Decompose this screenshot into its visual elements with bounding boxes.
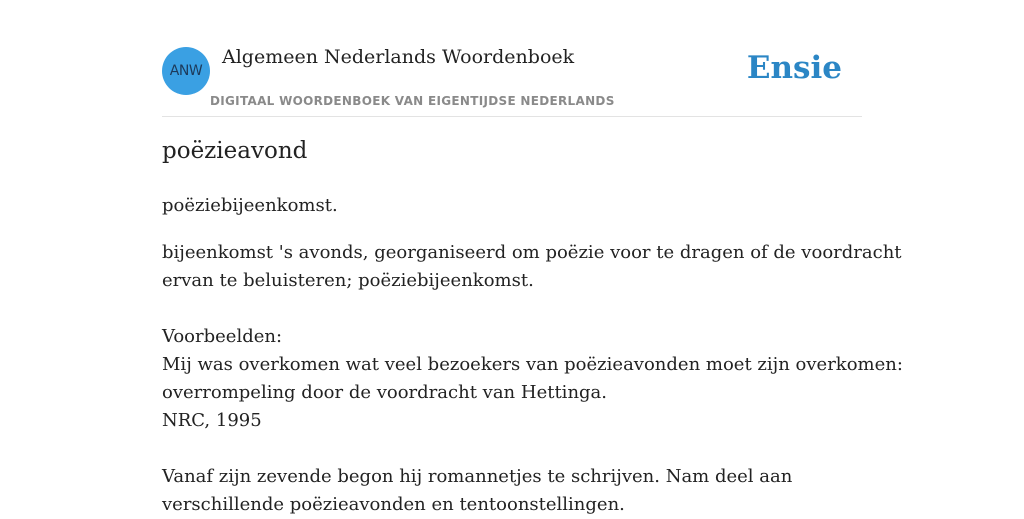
page-container (162, 0, 903, 515)
synonym: poëziebijeenkomst. (162, 195, 338, 216)
ensie-brand-link[interactable]: Ensie (746, 50, 842, 86)
example-line: overrompeling door de voordracht van Hettinga. (162, 382, 608, 403)
site-subtitle: DIGITAAL WOORDENBOEK VAN EIGENTIJDSE NEDERLANDS (210, 94, 615, 108)
entry-body (162, 239, 903, 519)
headword: poëzieavond (162, 138, 308, 164)
anw-logo[interactable] (162, 47, 210, 95)
example-line: Mij was overkomen wat veel bezoekers van poëzieavonden moet zijn overkomen: (162, 354, 903, 375)
example-line: Vanaf zijn zevende begon hij romannetjes te schrijven. Nam deel aan (162, 466, 793, 487)
example-source: NRC, 1995 (162, 410, 262, 431)
definition-line: ervan te beluisteren; poëziebijeenkomst. (162, 270, 534, 291)
site-title[interactable]: Algemeen Nederlands Woordenboek (222, 46, 575, 68)
site-header (162, 0, 862, 117)
anw-logo-text: ANW (169, 63, 203, 79)
example-line: verschillende poëzieavonden en tentoonstellingen. (162, 494, 625, 515)
examples-label: Voorbeelden: (162, 326, 283, 347)
definition-line: bijeenkomst 's avonds, georganiseerd om poëzie voor te dragen of de voordracht (162, 242, 902, 263)
